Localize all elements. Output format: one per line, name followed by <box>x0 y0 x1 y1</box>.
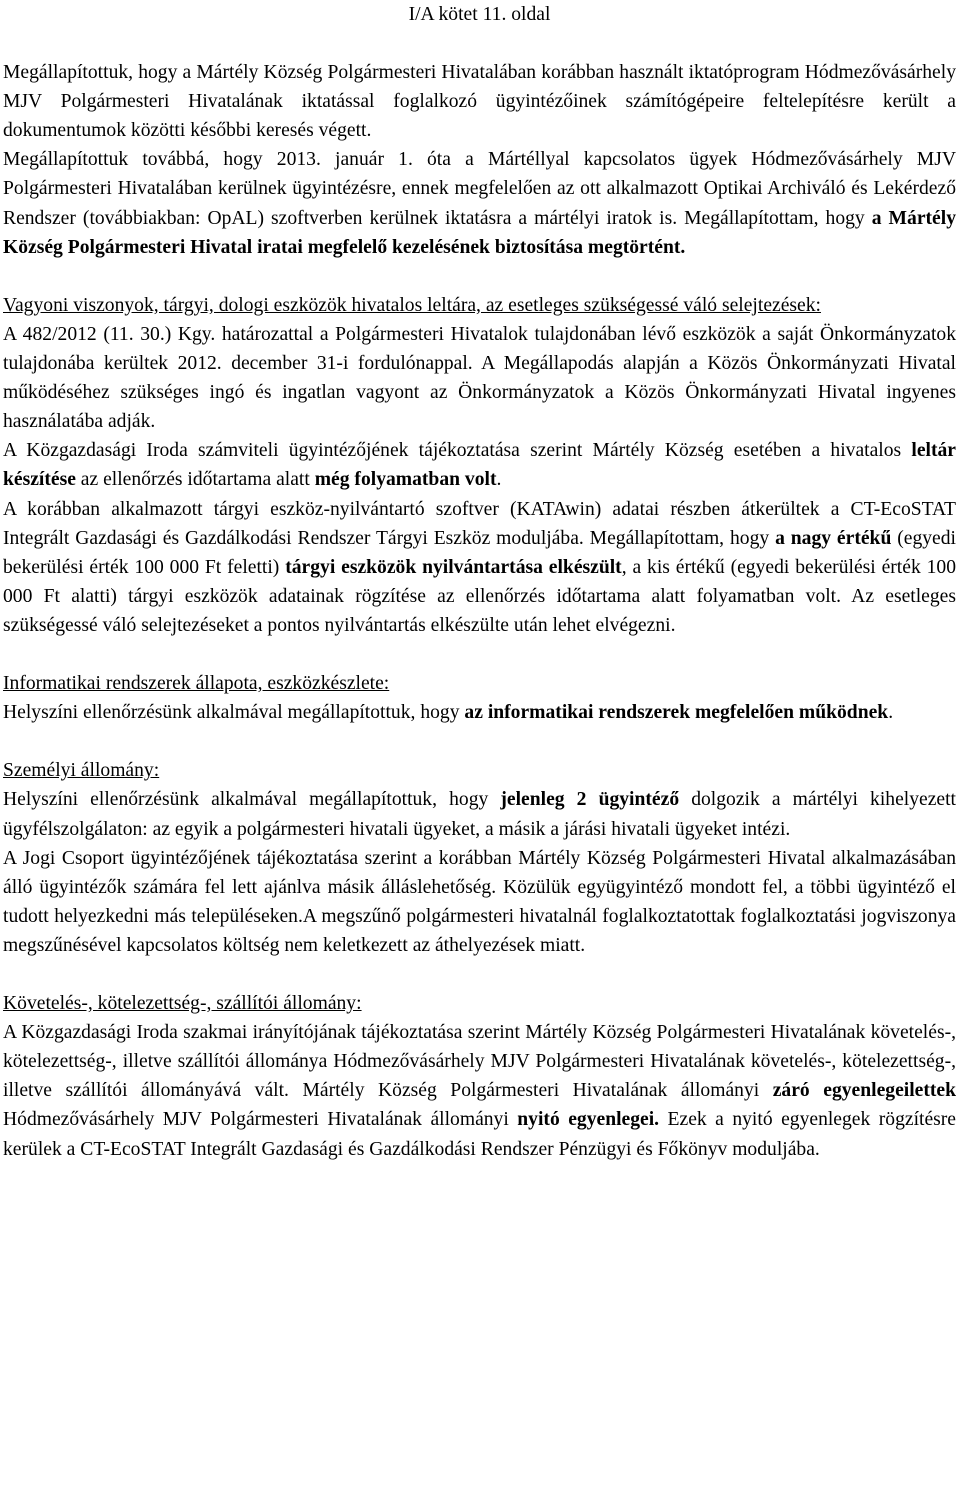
text-run: A Közgazdasági Iroda szakmai irányítójának tájékoztatása szerint Mártély Község Polgármesteri Hivatalának követelés-, kötelezettség-, illetve szállítói állománya Hódmezővásárhely MJV Polgármesteri Hivatalának követelés-, kötelezettség-, illetve szállítói állományává vált. Mártély Község Polgármesteri Hivatalának állományi <box>3 1022 956 1102</box>
section-heading-koveteles: Követelés-, kötelezettség-, szállítói állomány: <box>3 993 362 1015</box>
document-page <box>3 0 956 1164</box>
text-run: dolgozik a mártélyi kihelyezett ügyfélszolgálaton: az egyik a polgármesteri hivatali ügyeket, a másik a járási hivatali ügyeket intézi. <box>3 789 956 840</box>
paragraph-opal <box>3 145 956 261</box>
paragraph-katawin <box>3 495 956 640</box>
bold-run: jelenleg 2 ügyintéző <box>500 789 680 811</box>
bold-run: leltár készítése <box>3 440 956 491</box>
paragraph-ugyintezok <box>3 785 956 843</box>
text-run: A Közgazdasági Iroda számviteli ügyintézőjének tájékoztatása szerint Mártély Község esetében a hivatalos <box>3 440 912 462</box>
bold-conclusion: a Mártély Község Polgármesteri Hivatal iratai megfelelő kezelésének biztosítása megtörtént. <box>3 207 956 258</box>
bold-run: a nagy értékű <box>775 527 892 549</box>
spacer <box>3 640 956 669</box>
text-run: . <box>888 702 894 724</box>
text-run: Helyszíni ellenőrzésünk alkalmával megállapítottuk, hogy <box>3 789 501 811</box>
text-run: Ezek a nyitó egyenlegek rögzítésre kerülek a CT-EcoSTAT Integrált Gazdasági és Gazdálkodási Rendszer Pénzügyi és Főkönyv moduljába. <box>3 1109 957 1160</box>
spacer <box>3 960 956 989</box>
text-run: Hódmezővásárhely MJV Polgármesteri Hivatalának állományi <box>3 1109 518 1131</box>
text-run: Helyszíni ellenőrzésünk alkalmával megállapítottuk, hogy <box>3 702 465 724</box>
paragraph-jogi-csoport: A Jogi Csoport ügyintézőjének tájékoztatása szerint a korábban Mártély Község Polgármesteri Hivatal alkalmazásában álló ügyintézők számára fel lett ajánlva másik álláslehetőség. Közülük együgyintéző mondott fel, a többi ügyintéző el tudott helyezkedni más településeken.A megszűnő polgármesteri hivatalnál foglalkoztatottak foglalkoztatási jogviszonya megszűnésével kapcsolatos költség nem keletkezett az áthelyezések miatt. <box>3 847 956 956</box>
spacer <box>3 29 956 58</box>
paragraph-informatika <box>3 698 956 727</box>
text-run: A korábban alkalmazott tárgyi eszköz-nyilvántartó szoftver (KATAwin) adatai részben átkerültek a CT-EcoSTAT Integrált Gazdasági és Gazdálkodási Rendszer Tárgyi Eszköz moduljába. Megállapítottam, hogy <box>3 498 956 549</box>
text-run: , a kis értékű (egyedi bekerülési érték 100 000 Ft alatti) tárgyi eszközök adatainak rögzítése az ellenőrzés időtartama alatt folyamatban volt. Az esetleges szükségessé váló selejtezéseket a pontos nyilvántartás elkészülte után lehet elvégezni. <box>3 556 956 636</box>
text-run: Megállapítottuk továbbá, hogy 2013. január 1. óta a Mártéllyal kapcsolatos ügyek Hódmezővásárhely MJV Polgármesteri Hivatalában kerülnek ügyintézésre, ennek megfelelően az ott alkalmazott Optikai Archiváló és Lekérdező Rendszer (továbbiakban: OpAL) szoftverben kerülnek iktatásra a mártélyi iratok is. Megállapítottam, hogy <box>3 149 956 229</box>
bold-run: tárgyi eszközök nyilvántartása elkészült <box>285 556 622 578</box>
paragraph-leltar <box>3 436 956 494</box>
text-run: (egyedi bekerülési érték 100 000 Ft feletti) <box>3 527 956 578</box>
text-run: az ellenőrzés időtartama alatt <box>75 469 315 491</box>
section-heading-szemelyi: Személyi állomány: <box>3 760 160 782</box>
paragraph-hatarozat: A 482/2012 (11. 30.) Kgy. határozattal a Polgármesteri Hivatalok tulajdonában lévő eszközök a saját Önkormányzatok tulajdonába kerültek 2012. december 31-i fordulónappal. A Megállapodás alapján a Közös Önkormányzati Hivatal működéséhez szükséges ingó és ingatlan vagyont az Önkormányzatok a Közös Önkormányzati Hivatal ingyenes használatába adják. <box>3 323 956 433</box>
bold-run: záró egyenlegeilettek <box>772 1080 956 1102</box>
spacer <box>3 262 956 291</box>
text-run: . <box>496 469 502 491</box>
bold-run: nyitó egyenlegei. <box>517 1109 660 1131</box>
spacer <box>3 727 956 756</box>
bold-run: az informatikai rendszerek megfelelően működnek <box>464 702 889 724</box>
page-header: I/A kötet 11. oldal <box>408 4 551 25</box>
section-heading-vagyon: Vagyoni viszonyok, tárgyi, dologi eszközök hivatalos leltára, az esetleges szükségessé váló selejtezések: <box>3 294 821 316</box>
paragraph-koveteles <box>3 1018 956 1163</box>
bold-run: még folyamatban volt <box>314 469 497 491</box>
paragraph-iktatas: Megállapítottuk, hogy a Mártély Község Polgármesteri Hivatalában korábban használt iktatóprogram Hódmezővásárhely MJV Polgármesteri Hivatalának iktatással foglalkozó ügyintézőinek számítógépeire feltelepítésre került a dokumentumok közötti későbbi keresés végett. <box>3 62 956 142</box>
section-heading-informatika: Informatikai rendszerek állapota, eszközkészlete: <box>3 673 390 695</box>
